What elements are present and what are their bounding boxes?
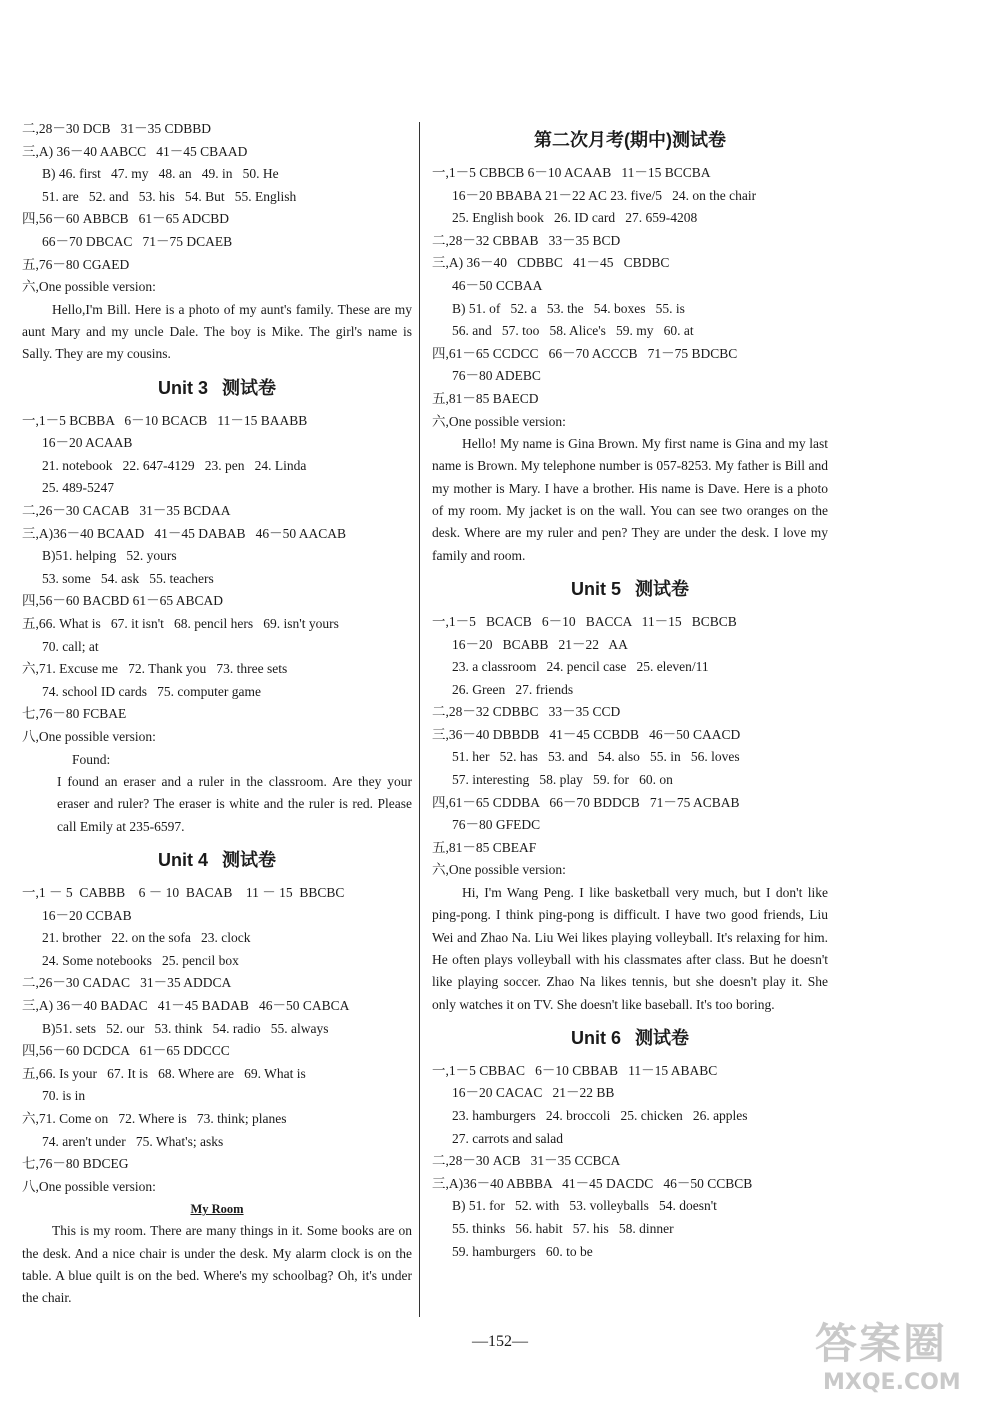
- answer-line-continued: B)51. sets 52. our 53. think 54. radio 55. always: [42, 1020, 329, 1036]
- watermark-logo-url: MXQE.COM: [823, 1370, 961, 1395]
- answer-line-continued: 21. notebook 22. 647-4129 23. pen 24. Linda: [42, 457, 307, 473]
- answer-line-continued: 16－20 BCABB 21－22 AA: [452, 636, 628, 652]
- answer-line-continued: B) 51. of 52. a 53. the 54. boxes 55. is: [452, 300, 685, 316]
- answer-line: 五,81－85 CBEAF: [432, 839, 537, 855]
- section-title-suffix: 测试卷: [635, 1027, 689, 1048]
- answer-line: 三,A) 36－40 BADAC 41－45 BADAB 46－50 CABCA: [22, 998, 350, 1013]
- section-title: [22, 838, 412, 882]
- answer-line-continued: 56. and 57. too 58. Alice's 59. my 60. at: [452, 323, 694, 339]
- section-title-suffix: 测试卷: [222, 850, 276, 871]
- answer-line-continued: 57. interesting 58. play 59. for 60. on: [452, 772, 673, 788]
- answer-line: 三,A) 36－40 AABCC 41－45 CBAAD: [22, 143, 248, 159]
- section-title-suffix: 测试卷: [635, 578, 689, 599]
- section-title-text: 第二次月考(期中)测试卷: [534, 130, 726, 150]
- answer-line: 四,56－60 ABBCB 61－65 ADCBD: [22, 211, 230, 227]
- answer-line-continued: 51. are 52. and 53. his 54. But 55. English: [42, 188, 297, 204]
- page-number: —152—: [472, 1333, 528, 1350]
- section-title-text: Unit 5: [570, 578, 621, 599]
- answer-line: 五,66. Is your 67. It is 68. Where are 69. What is: [22, 1065, 306, 1081]
- watermark-logo: [815, 1318, 990, 1413]
- answer-line: 五,76－80 CGAED: [22, 256, 130, 272]
- answer-line-continued: B)51. helping 52. yours: [42, 548, 177, 564]
- answer-line-continued: 21. brother 22. on the sofa 23. clock: [42, 930, 251, 946]
- answer-line-continued: 23. hamburgers 24. broccoli 25. chicken 26. apples: [452, 1108, 748, 1123]
- section-title-text: Unit 6: [570, 1027, 621, 1048]
- answer-line-continued: 46－50 CCBAA: [452, 277, 543, 293]
- column-divider: [419, 122, 420, 1317]
- section-title: [432, 1016, 828, 1060]
- sample-essay: This is my room. There are many things in it. Some books are on the desk. And a nice chair is under the desk. My alarm clock is on the table. A blue quilt is on the bed. Where's my schoolbag? Oh, it's under the chair.: [22, 1223, 412, 1306]
- answer-line: 六,One possible version:: [22, 279, 156, 295]
- answer-line-continued: 25. 489-5247: [42, 480, 114, 496]
- answer-line-continued: 16－20 CCBAB: [42, 907, 132, 923]
- section-title-suffix: 测试卷: [222, 377, 276, 398]
- answer-line-continued: 16－20 BBABA 21－22 AC 23. five/5 24. on the chair: [452, 187, 757, 203]
- answer-line: 二,28－32 CDBBC 33－35 CCD: [432, 704, 621, 720]
- answer-line: 六,71. Come on 72. Where is 73. think; planes: [22, 1110, 287, 1126]
- answer-line: 一,1－5 CBBAC 6－10 CBBAB 11－15 ABABC: [432, 1062, 718, 1078]
- sample-essay: Hi, I'm Wang Peng. I like basketball very much, but I don't like ping-pong. I think ping-pong is difficult. I have two good friends, Liu Wei and Zhao Na. Liu Wei likes playing volleyball. It's relaxing for him. He often plays volleyball with his classmates after class. But he doesn't like playing soccer. Zhao Na likes tennis, but she doesn't play it. She only watches it on TV. She doesn't like baseball. It's too boring.: [432, 885, 828, 1012]
- section-title-text: Unit 4: [157, 850, 208, 871]
- answer-line: 四,61－65 CCDCC 66－70 ACCCB 71－75 BDCBC: [432, 345, 738, 361]
- answer-line: 八,One possible version:: [22, 728, 156, 744]
- answer-line: 四,61－65 CDDBA 66－70 BDDCB 71－75 ACBAB: [432, 794, 740, 810]
- answer-line: 七,76－80 FCBAE: [22, 706, 127, 722]
- answer-line-continued: 55. thinks 56. habit 57. his 58. dinner: [452, 1220, 674, 1236]
- answer-line-continued: 76－80 GFEDC: [452, 817, 541, 833]
- section-title-text: Unit 3: [157, 377, 208, 398]
- section-title: [432, 567, 828, 611]
- answer-line-continued: 74. school ID cards 75. computer game: [42, 683, 261, 699]
- answer-line-continued: 70. call; at: [42, 638, 99, 654]
- answer-line-continued: 24. Some notebooks 25. pencil box: [42, 952, 239, 968]
- essay-title: My Room: [190, 1202, 244, 1217]
- answer-line-continued: 16－20 ACAAB: [42, 435, 133, 451]
- answer-line: 一,1－5 CBBCB 6－10 ACAAB 11－15 BCCBA: [432, 165, 711, 180]
- section-title: [432, 118, 828, 162]
- answer-line: 三,A)36－40 BCAAD 41－45 DABAB 46－50 AACAB: [22, 525, 347, 541]
- answer-line-continued: 23. a classroom 24. pencil case 25. eleven/11: [452, 659, 709, 675]
- answer-line: 四,56－60 DCDCA 61－65 DDCCC: [22, 1043, 230, 1059]
- sample-essay: I found an eraser and a ruler in the classroom. Are they your eraser and ruler? The eraser is white and the ruler is red. Please call Emily at 235-6597.: [57, 774, 412, 834]
- answer-line: 六,71. Excuse me 72. Thank you 73. three sets: [22, 661, 288, 677]
- answer-line: 三,A) 36－40 CDBBC 41－45 CBDBC: [432, 255, 670, 271]
- answer-line: 六,One possible version:: [432, 413, 566, 429]
- answer-line-continued: 66－70 DBCAC 71－75 DCAEB: [42, 233, 233, 249]
- answer-line: 二,26－30 CADAC 31－35 ADDCA: [22, 975, 232, 991]
- answer-line: 二,28－30 DCB 31－35 CDBBD: [22, 121, 212, 136]
- answer-line-continued: Found:: [72, 751, 111, 767]
- answer-line: 六,One possible version:: [432, 862, 566, 878]
- answer-line: 一,1－5 BCACB 6－10 BACCA 11－15 BCBCB: [432, 613, 737, 629]
- left-column: [22, 118, 412, 1310]
- right-column: [432, 118, 828, 1263]
- answer-line: 三,36－40 DBBDB 41－45 CCBDB 46－50 CAACD: [432, 726, 741, 742]
- answer-line: 二,28－32 CBBAB 33－35 BCD: [432, 232, 621, 248]
- answer-line-continued: 16－20 CACAC 21－22 BB: [452, 1085, 615, 1101]
- answer-line-continued: 74. aren't under 75. What's; asks: [42, 1133, 224, 1149]
- answer-line-continued: 70. is in: [42, 1088, 86, 1104]
- section-title: [22, 366, 412, 410]
- answer-line: 三,A)36－40 ABBBA 41－45 DACDC 46－50 CCBCB: [432, 1175, 753, 1191]
- answer-line: 五,81－85 BAECD: [432, 390, 539, 406]
- answer-line: 四,56－60 BACBD 61－65 ABCAD: [22, 593, 224, 609]
- answer-line: 一,1 － 5 CABBB 6 － 10 BACAB 11 － 15 BBCBC: [22, 885, 345, 901]
- answer-line-continued: 27. carrots and salad: [452, 1130, 563, 1146]
- answer-line-continued: 53. some 54. ask 55. teachers: [42, 570, 214, 586]
- answer-line: 五,66. What is 67. it isn't 68. pencil hers 69. isn't yours: [22, 615, 339, 631]
- answer-line: 二,26－30 CACAB 31－35 BCDAA: [22, 503, 231, 519]
- answer-line-continued: B) 46. first 47. my 48. an 49. in 50. He: [42, 166, 279, 182]
- answer-line-continued: 59. hamburgers 60. to be: [452, 1243, 593, 1259]
- answer-line-continued: B) 51. for 52. with 53. volleyballs 54. doesn't: [452, 1198, 717, 1214]
- sample-essay: Hello,I'm Bill. Here is a photo of my aunt's family. These are my aunt Mary and my uncle Dale. The boy is Mike. The girl's name is Sally. They are my cousins.: [22, 301, 412, 362]
- answer-line-continued: 51. her 52. has 53. and 54. also 55. in 56. loves: [452, 749, 740, 765]
- answer-line-continued: 76－80 ADEBC: [452, 368, 541, 384]
- answer-line-continued: 25. English book 26. ID card 27. 659-4208: [452, 210, 698, 226]
- answer-line-continued: 26. Green 27. friends: [452, 681, 574, 697]
- sample-essay: Hello! My name is Gina Brown. My first name is Gina and my last name is Brown. My telephone number is 057-8253. My father is Bill and my mother is Mary. I have a brother. His name is Dave. Here is a photo of my room. My jacket is on the wall. You can see two oranges on the desk. Where are my ruler and pen? They are under the desk. I love my family and room.: [432, 436, 828, 563]
- watermark-logo-text: 答案圈: [815, 1319, 948, 1368]
- answer-line: 七,76－80 BDCEG: [22, 1156, 129, 1172]
- answer-line: 八,One possible version:: [22, 1178, 156, 1194]
- answer-line: 一,1－5 BCBBA 6－10 BCACB 11－15 BAABB: [22, 412, 308, 428]
- answer-line: 二,28－30 ACB 31－35 CCBCA: [432, 1153, 621, 1169]
